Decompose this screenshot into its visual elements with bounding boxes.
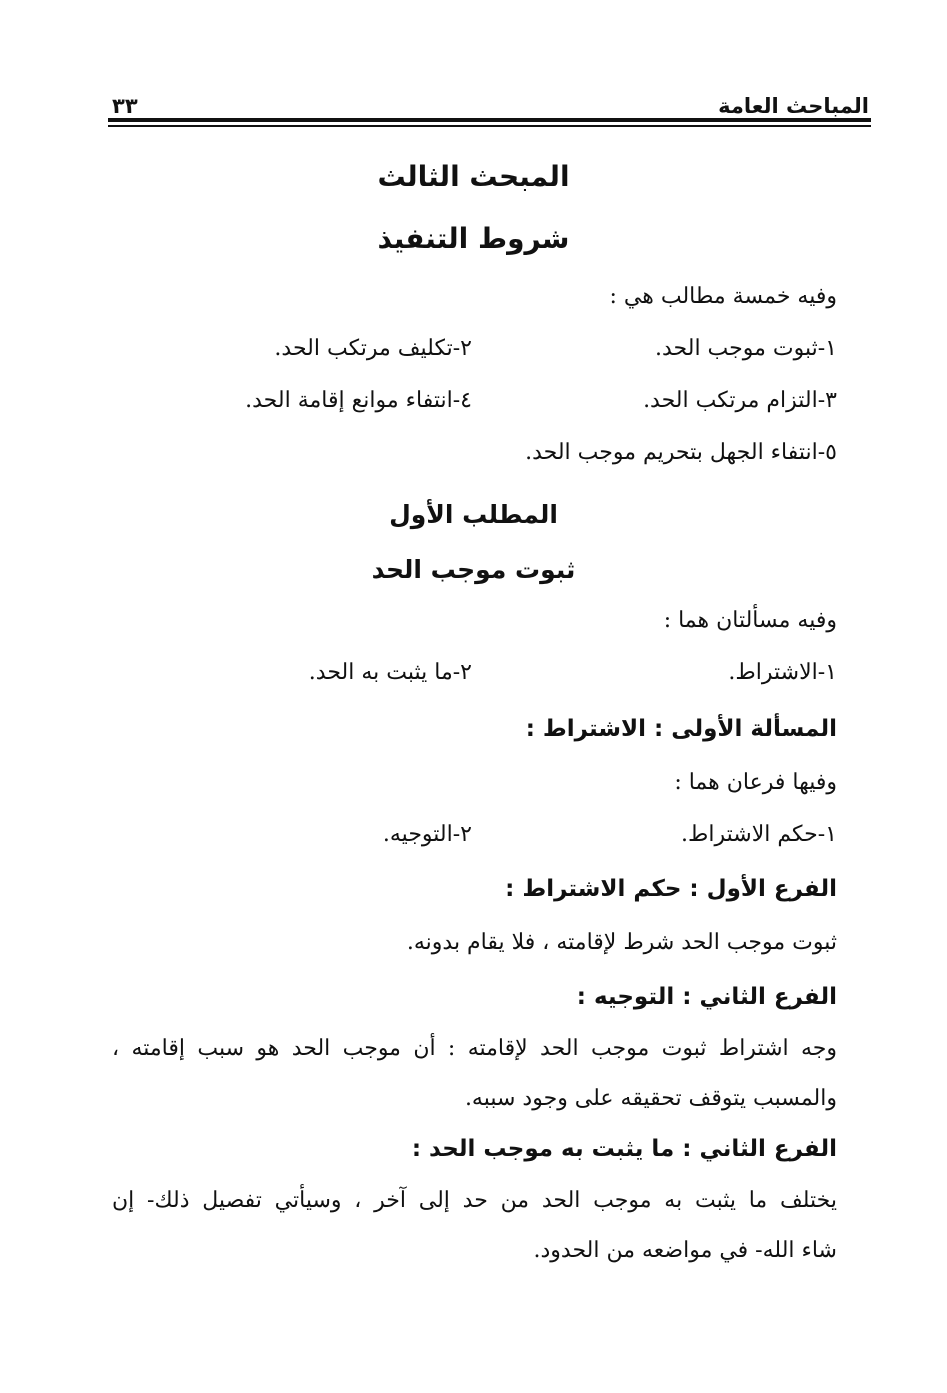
list-item-3: ٣-التزام مرتكب الحد.	[643, 388, 837, 413]
page-number: ٣٣	[112, 94, 138, 118]
branch-2-title: الفرع الثاني : التوجيه :	[576, 984, 837, 1010]
intro-text: وفيه خمسة مطالب هي :	[609, 284, 837, 309]
section-intro: وفيه مسألتان هما :	[663, 608, 837, 633]
chapter-title: المبحث الثالث	[377, 160, 570, 193]
question-item-2: ٢-التوجيه.	[382, 822, 472, 847]
running-header	[112, 78, 869, 118]
running-section-title: المباحث العامة	[718, 94, 869, 118]
chapter-subtitle: شروط التنفيذ	[377, 222, 570, 255]
list-item-2: ٢-تكليف مرتكب الحد.	[274, 336, 472, 361]
question-intro: وفيها فرعان هما :	[674, 770, 837, 795]
section-item-1: ١-الاشتراط.	[728, 660, 837, 685]
question-item-1: ١-حكم الاشتراط.	[681, 822, 837, 847]
branch-1-text: ثبوت موجب الحد شرط لإقامته ، فلا يقام بدونه.	[406, 930, 837, 955]
branch-3-line-2: شاء الله- في مواضعه من الحدود.	[533, 1238, 837, 1263]
header-rule-thin	[108, 125, 871, 127]
section-subtitle: ثبوت موجب الحد	[371, 555, 576, 584]
branch-3-title: الفرع الثاني : ما يثبت به موجب الحد :	[411, 1136, 837, 1162]
list-item-5: ٥-انتفاء الجهل بتحريم موجب الحد.	[525, 440, 837, 465]
branch-2-line-1: وجه اشتراط ثبوت موجب الحد لإقامته : أن موجب الحد هو سبب إقامته ،	[112, 1036, 837, 1061]
question-title: المسألة الأولى : الاشتراط :	[525, 716, 837, 742]
branch-3-line-1: يختلف ما يثبت به موجب الحد من حد إلى آخر ، وسيأتي تفصيل ذلك- إن	[112, 1188, 837, 1213]
branch-2-line-2: والمسبب يتوقف تحقيقه على وجود سببه.	[464, 1086, 837, 1111]
section-title: المطلب الأول	[389, 500, 558, 529]
list-item-4: ٤-انتفاء موانع إقامة الحد.	[245, 388, 472, 413]
header-rule-thick	[108, 118, 871, 122]
section-item-2: ٢-ما يثبت به الحد.	[308, 660, 472, 685]
branch-1-title: الفرع الأول : حكم الاشتراط :	[505, 876, 837, 902]
list-item-1: ١-ثبوت موجب الحد.	[655, 336, 837, 361]
